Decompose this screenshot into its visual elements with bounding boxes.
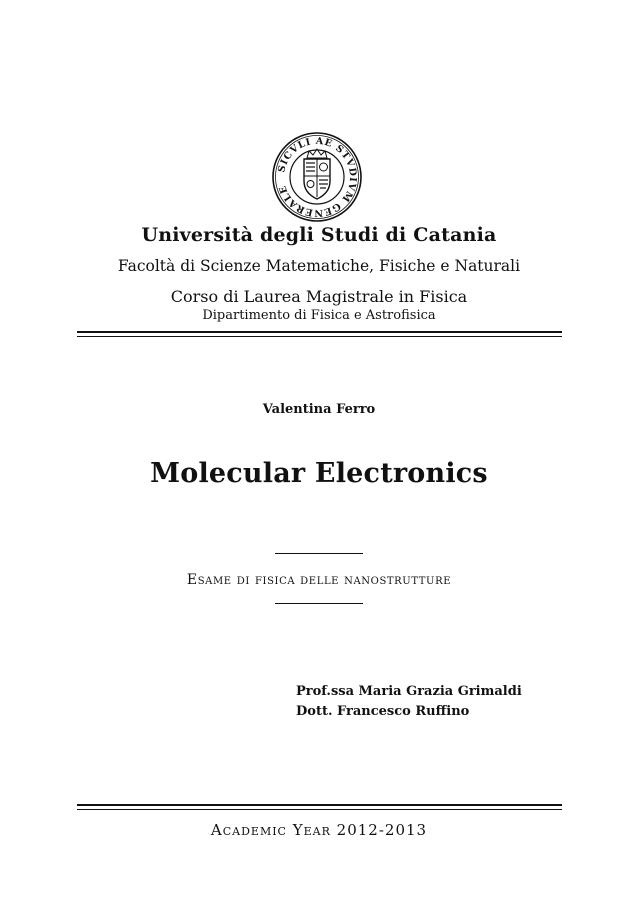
exam-rule-top <box>275 553 363 554</box>
university-name: Università degli Studi di Catania <box>141 224 497 246</box>
top-rule-thick <box>77 331 562 333</box>
supervisor-1: Prof.ssa Maria Grazia Grimaldi <box>296 684 522 699</box>
seal-ring-text: SICVLI AE STVDIVM GENERALE <box>276 135 359 219</box>
supervisors-block <box>296 682 522 722</box>
department-name: Dipartimento di Fisica e Astrofisica <box>202 308 436 323</box>
top-rule-thin <box>77 336 562 337</box>
bottom-rule-thick <box>77 804 562 806</box>
exam-subtitle: Esame di fisica delle nanostrutture <box>186 572 452 588</box>
exam-rule-bottom <box>275 603 363 604</box>
course-name: Corso di Laurea Magistrale in Fisica <box>170 287 468 306</box>
author-name: Valentina Ferro <box>262 402 376 417</box>
thesis-title: Molecular Electronics <box>150 458 488 489</box>
faculty-name: Facoltà di Scienze Matematiche, Fisiche e Naturali <box>117 257 521 275</box>
academic-year: Academic Year 2012-2013 <box>210 821 428 839</box>
university-seal-icon <box>271 131 363 223</box>
bottom-rule-thin <box>77 809 562 810</box>
supervisor-2: Dott. Francesco Ruffino <box>296 704 470 719</box>
